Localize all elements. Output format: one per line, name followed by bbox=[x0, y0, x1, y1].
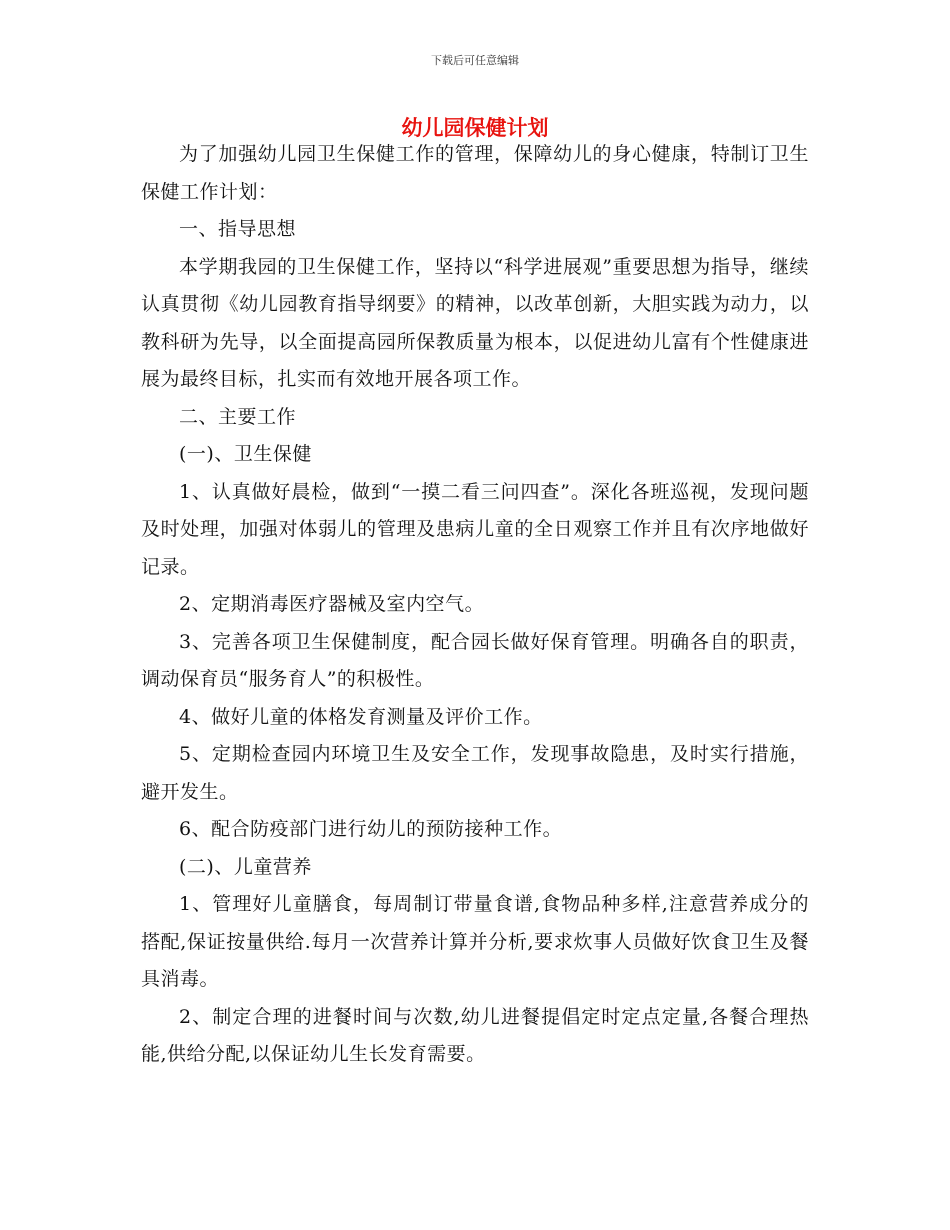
nutrition-item-1: 1、管理好儿童膳食，每周制订带量食谱,食物品种多样,注意营养成分的搭配,保证按量供给.每月一次营养计算并分析,要求炊事人员做好饮食卫生及餐具消毒。 bbox=[141, 893, 809, 990]
subsection-heading-child-nutrition: (二)、儿童营养 bbox=[179, 855, 312, 878]
document-body bbox=[141, 136, 809, 1074]
page-header-note: 下载后可任意编辑 bbox=[431, 54, 519, 67]
intro-paragraph: 为了加强幼儿园卫生保健工作的管理，保障幼儿的身心健康，特制订卫生保健工作计划： bbox=[141, 143, 809, 203]
health-care-item-3: 3、完善各项卫生保健制度，配合园长做好保育管理。明确各自的职责，调动保育员“服务育人”的积极性。 bbox=[141, 630, 809, 690]
health-care-item-4: 4、做好儿童的体格发育测量及评价工作。 bbox=[179, 705, 543, 728]
health-care-item-6: 6、配合防疫部门进行幼儿的预防接种工作。 bbox=[179, 818, 563, 840]
guiding-ideology-paragraph: 本学期我园的卫生保健工作，坚持以“科学进展观”重要思想为指导，继续认真贯彻《幼儿园教育指导纲要》的精神，以改革创新，大胆实践为动力，以教科研为先导，以全面提高园所保教质量为根本，以促进幼儿富有个性健康进展为最终目标，扎实而有效地开展各项工作。 bbox=[141, 255, 809, 390]
nutrition-item-2: 2、制定合理的进餐时间与次数,幼儿进餐提倡定时定点定量,各餐合理热能,供给分配,以保证幼儿生长发育需要。 bbox=[141, 1005, 809, 1065]
health-care-item-2: 2、定期消毒医疗器械及室内空气。 bbox=[179, 593, 485, 615]
section-heading-guiding-ideology: 一、指导思想 bbox=[179, 218, 297, 240]
document-title: 幼儿园保健计划 bbox=[401, 116, 549, 140]
health-care-item-5: 5、定期检查园内环境卫生及安全工作，发现事故隐患，及时实行措施，避开发生。 bbox=[141, 743, 809, 803]
subsection-heading-health-care: (一)、卫生保健 bbox=[179, 443, 312, 465]
section-heading-main-work: 二、主要工作 bbox=[179, 405, 297, 428]
health-care-item-1: 1、认真做好晨检，做到“一摸二看三问四查”。深化各班巡视，发现问题及时处理，加强对体弱儿的管理及患病儿童的全日观察工作并且有次序地做好记录。 bbox=[141, 480, 809, 578]
